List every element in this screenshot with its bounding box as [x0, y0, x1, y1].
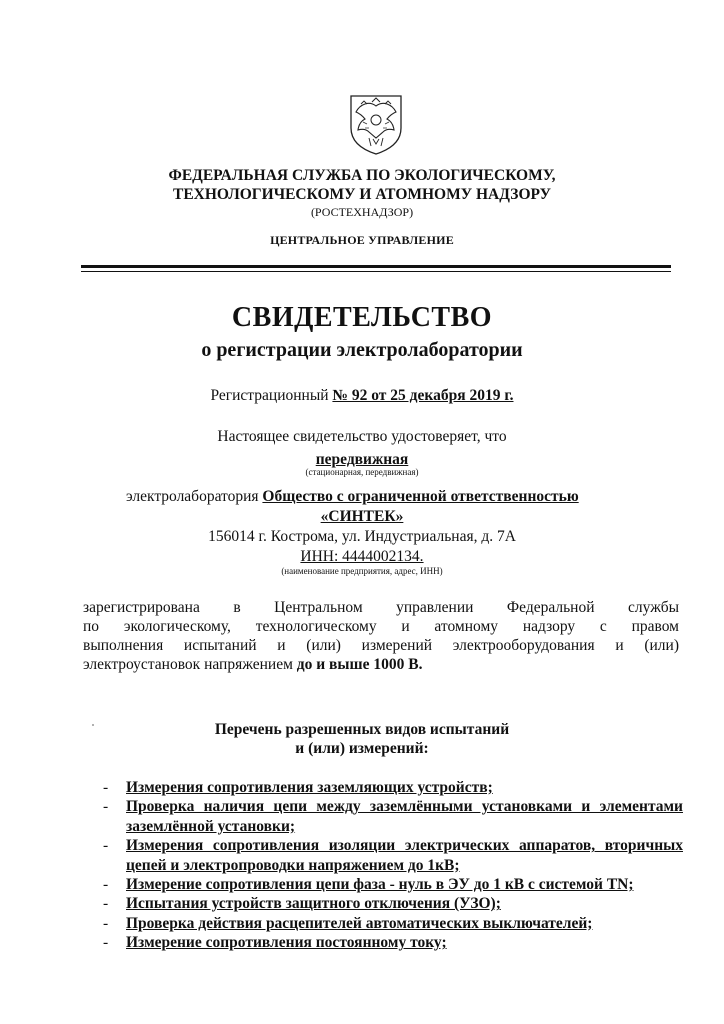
regional-office: ЦЕНТРАЛЬНОЕ УПРАВЛЕНИЕ: [270, 233, 454, 247]
list-dash: -: [103, 876, 109, 894]
registration-prefix: Регистрационный: [210, 387, 333, 404]
lab-type-note: (стационарная, передвижная): [305, 467, 419, 477]
organization-name-line-2: «СИНТЕК»: [320, 508, 404, 525]
organization-name-line-1: Общество с ограниченной ответственностью: [262, 488, 579, 505]
russian-coat-of-arms-emblem: [343, 92, 409, 158]
list-item: [103, 797, 683, 836]
list-item-text: Измерения сопротивления изоляции электрических аппаратов, вторичных цепей и электропроводки напряжением до 1кВ;: [126, 837, 683, 874]
scan-speck: [92, 724, 94, 726]
paragraph-line-1: зарегистрирована в Центральном управлении Федеральной службы: [83, 599, 679, 616]
paragraph-line-4-prefix: электроустановок напряжением: [83, 656, 297, 673]
list-item: [103, 933, 683, 952]
list-dash: -: [103, 798, 109, 816]
lab-type: передвижная: [315, 451, 409, 468]
organization-inn: ИНН: 4444002134.: [300, 548, 424, 565]
agency-line-2: ТЕХНОЛОГИЧЕСКОМУ И АТОМНОМУ НАДЗОРУ: [172, 186, 551, 203]
list-dash: -: [103, 837, 109, 855]
list-item-text: Измерения сопротивления заземляющих устройств;: [126, 779, 493, 796]
list-dash: -: [103, 934, 109, 952]
organization-note: (наименование предприятия, адрес, ИНН): [281, 566, 443, 576]
list-item-text: Проверка наличия цепи между заземлёнными установками и элементами заземлённой установки;: [126, 798, 683, 835]
permitted-tests-heading-line-1: Перечень разрешенных видов испытаний: [214, 721, 510, 738]
lab-organization-line: [126, 488, 579, 506]
list-item: [103, 836, 683, 875]
list-item-text: Измерение сопротивления постоянному току;: [126, 934, 447, 952]
lab-prefix: электролаборатория: [126, 488, 263, 505]
list-item-text: Проверка действия расцепителей автоматических выключателей;: [126, 914, 593, 932]
paragraph-line-3: выполнения испытаний и (или) измерений электрооборудования и (или): [83, 637, 679, 654]
registration-paragraph: [83, 598, 679, 674]
header-divider-thick: [81, 265, 671, 268]
list-dash: -: [103, 779, 109, 796]
permitted-tests-heading: [0, 720, 724, 758]
agency-name: [0, 166, 724, 204]
permitted-tests-heading-line-2: и (или) измерений:: [295, 740, 429, 757]
certifies-text: Настоящее свидетельство удостоверяет, что: [217, 428, 507, 445]
paragraph-line-4: [83, 655, 679, 674]
list-dash: -: [103, 895, 109, 913]
organization-address: 156014 г. Кострома, ул. Индустриальная, д. 7А: [208, 528, 516, 545]
list-item-text: Испытания устройств защитного отключения (УЗО);: [126, 895, 501, 913]
voltage-range: до и выше 1000 В.: [296, 656, 423, 673]
list-item: [103, 914, 683, 933]
document-title: СВИДЕТЕЛЬСТВО: [231, 302, 493, 333]
list-dash: -: [103, 914, 109, 932]
list-item: [103, 894, 683, 913]
list-item: [103, 778, 683, 797]
registration-line: [0, 387, 724, 405]
list-item: [103, 875, 683, 894]
agency-line-1: ФЕДЕРАЛЬНАЯ СЛУЖБА ПО ЭКОЛОГИЧЕСКОМУ,: [168, 167, 556, 184]
list-item-text: Измерение сопротивления цепи фаза - нуль в ЭУ до 1 кВ с системой TN;: [126, 876, 634, 894]
registration-number: № 92 от 25 декабря 2019 г.: [332, 387, 514, 404]
document-subtitle: о регистрации электролаборатории: [201, 339, 523, 361]
header-divider-thin: [81, 271, 671, 272]
paragraph-line-2: по экологическому, технологическому и атомному надзору с правом: [83, 618, 679, 635]
agency-abbreviation: (РОСТЕХНАДЗОР): [310, 205, 414, 219]
permitted-tests-list: [103, 778, 683, 953]
